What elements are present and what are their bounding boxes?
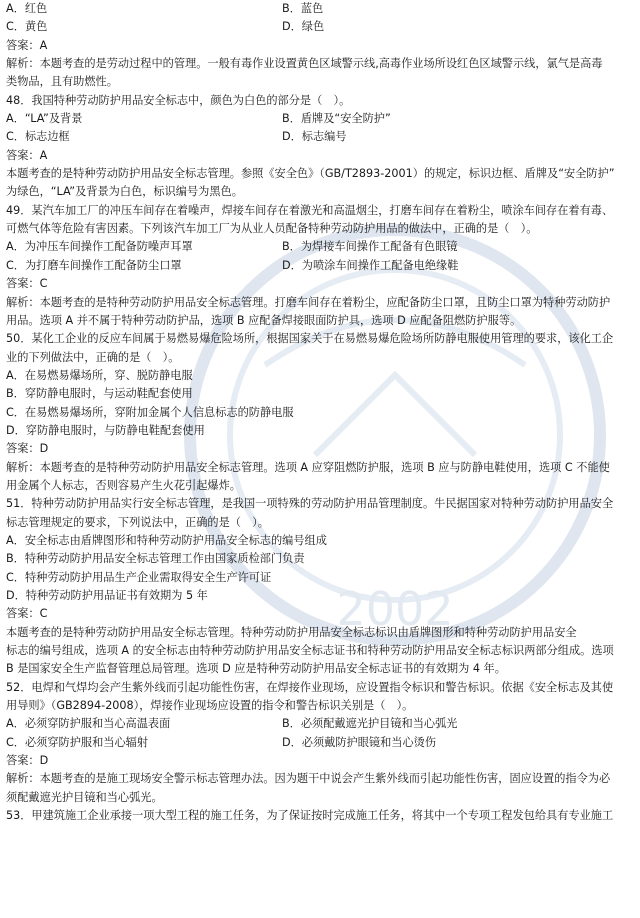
q49-explanation-line: 用品。选项 A 并不属于特种劳动防护品，选项 B 应配备焊接眼面防护具，选项 D 应配备阻燃防护服等。 (6, 313, 522, 327)
q47-option-b: B．蓝色 (282, 2, 324, 15)
q51-explanation-line: 标志的编号组成，选项 A 的安全标志由特种劳动防护用品安全标志证书和特种劳动防护用品安全标志标识两部分组成。选项 (6, 644, 614, 658)
q52-option-c: C．必须穿防护服和当心辐射 (6, 735, 149, 749)
watermark-year: 2002 (336, 582, 454, 636)
q52-option-a: A．必须穿防护服和当心高温表面 (6, 717, 171, 731)
q50-option-b: B．穿防静电服时，与运动鞋配套使用 (6, 387, 193, 401)
q49-option-b: B．为焊接车间操作工配备有色眼镜 (282, 240, 458, 254)
q49-answer: 答案：C (6, 277, 48, 291)
q49-stem-line: 49．某汽车加工厂的冲压车间存在着噪声，焊接车间存在着激光和高温烟尘，打磨车间存在着粉尘，喷涂车间存在着有毒、 (6, 203, 614, 217)
q48-stem: 48．我国特种劳动防护用品安全标志中，颜色为白色的部分是（ ）。 (6, 93, 351, 107)
q50-option-d: D．穿防静电服时，与防静电鞋配套使用 (6, 423, 205, 437)
q50-explanation-line: 解析：本题考查的是特种劳动防护用品安全标志管理。选项 A 应穿阻燃防护服，选项 B 应与防静电鞋使用，选项 C 不能使 (6, 460, 610, 474)
q51-explanation-line: B 是国家安全生产监督管理总局管理。选项 D 应是特种劳动防护用品安全标志证书的有效期为 4 年。 (6, 662, 506, 676)
q48-options-row-2 (6, 128, 632, 146)
q49-options-row-2 (6, 257, 632, 275)
q51-option-b: B．特种劳动防护用品安全标志管理工作由国家质检部门负责 (6, 552, 305, 566)
q47-answer: 答案：A (6, 38, 48, 52)
q50-stem-line: 业的下列做法中，正确的是（ ）。 (6, 350, 180, 364)
q50-explanation-line: 用金属个人标志，否则容易产生火花引起爆炸。 (6, 478, 241, 492)
q50-option-a: A．在易燃易爆场所，穿、脱防静电服 (6, 368, 193, 382)
q52-option-b: B．必须配戴遮光护目镜和当心弧光 (282, 717, 458, 731)
q51-option-d: D．特种劳动防护用品证书有效期为 5 年 (6, 589, 208, 602)
q53-stem-line: 53．甲建筑施工企业承接一项大型工程的施工任务，为了保证按时完成施工任务，将其中一个专项工程发包给具有专业施工 (6, 809, 614, 823)
q52-explanation-line: 须配戴遮光护目镜和当心弧光。 (6, 790, 163, 804)
q51-option-c: C．特种劳动防护用品生产企业需取得安全生产许可证 (6, 570, 272, 584)
q50-stem-line: 50．某化工企业的反应车间属于易燃易爆危险场所，根据国家关于在易燃易爆危险场所防静电服使用管理的要求，该化工企 (6, 332, 614, 346)
q48-option-d: D．标志编号 (282, 130, 347, 144)
q49-explanation-line: 解析：本题考查的是特种劳动防护用品安全标志管理。打磨车间存在着粉尘，应配备防尘口罩，且防尘口罩为特种劳动防护 (6, 295, 611, 309)
q47-explanation-line: 类物品，且有助燃性。 (6, 75, 118, 89)
q48-explanation-line: 为绿色，“LA”及背景为白色，标识编号为黑色。 (6, 185, 243, 199)
q50-option-c: C．在易燃易爆场所，穿附加金属个人信息标志的防静电服 (6, 405, 294, 419)
q47-option-a: A．红色 (6, 2, 48, 15)
q47-option-c: C．黄色 (6, 20, 48, 34)
q48-option-c: C．标志边框 (6, 130, 70, 144)
q47-explanation-line: 解析：本题考查的是劳动过程中的管理。一般有毒作业设置黄色区域警示线,高毒作业场所设红色区域警示线，氯气是高毒 (6, 57, 603, 71)
q47-options-row-2 (6, 18, 632, 36)
q48-option-a: A．“LA”及背景 (6, 112, 83, 126)
q47-option-d: D．绿色 (282, 20, 325, 34)
exam-page (6, 0, 632, 825)
q52-answer: 答案：D (6, 754, 49, 768)
q48-options-row-1 (6, 110, 632, 128)
q52-options-row-2 (6, 734, 632, 752)
q51-option-a: A．安全标志由盾牌图形和特种劳动防护用品安全标志的编号组成 (6, 533, 327, 547)
q51-stem-line: 51．特种劳动防护用品实行安全标志管理，是我国一项特殊的劳动防护用品管理制度。牛民据国家对特种劳动防护用品安全 (6, 497, 614, 511)
q49-option-c: C．为打磨车间操作工配备防尘口罩 (6, 258, 182, 272)
q47-options-row-1 (6, 0, 632, 18)
q49-option-a: A．为冲压车间操作工配备防噪声耳罩 (6, 240, 193, 254)
q51-stem-line: 标志管理规定的要求，下列说法中，正确的是（ ）。 (6, 515, 269, 529)
q52-stem-line: 52．电焊和气焊均会产生紫外线而引起功能性伤害，在焊接作业现场，应设置指令标识和警告标识。依据《安全标志及其使 (6, 680, 614, 694)
q51-explanation-line: 本题考查的是特种劳动防护用品安全标志管理。特种劳动防护用品安全标志标识由盾牌图形和特种劳动防护用品安全 (6, 625, 577, 639)
q51-answer: 答案：C (6, 607, 48, 621)
q52-explanation-line: 解析：本题考查的是施工现场安全警示标志管理办法。因为题干中说会产生紫外线而引起功能性伤害，固应设置的指令为必 (6, 772, 611, 786)
q49-options-row-1 (6, 238, 632, 256)
q52-stem-line: 用导则》（GB2894-2008），焊接作业现场应设置的指令和警告标识关别是（ ）。 (6, 699, 414, 713)
q52-options-row-1 (6, 715, 632, 733)
q48-explanation-line: 本题考查的是特种劳动防护用品安全标志管理。参照《安全色》（GB/T2893-2001）的规定，标识边框、盾牌及“安全防护” (6, 167, 615, 181)
q49-stem-line: 可燃气体等危险有害因素。下列该汽车加工厂为从业人员配备特种劳动防护用品的做法中，正确的是（ ）。 (6, 222, 538, 236)
q48-answer: 答案：A (6, 148, 48, 162)
q52-option-d: D．必须戴防护眼镜和当心烫伤 (282, 735, 437, 749)
q50-answer: 答案：D (6, 442, 49, 456)
q48-option-b: B．盾牌及“安全防护” (282, 112, 391, 126)
q49-option-d: D．为喷涂车间操作工配备电绝缘鞋 (282, 258, 459, 272)
